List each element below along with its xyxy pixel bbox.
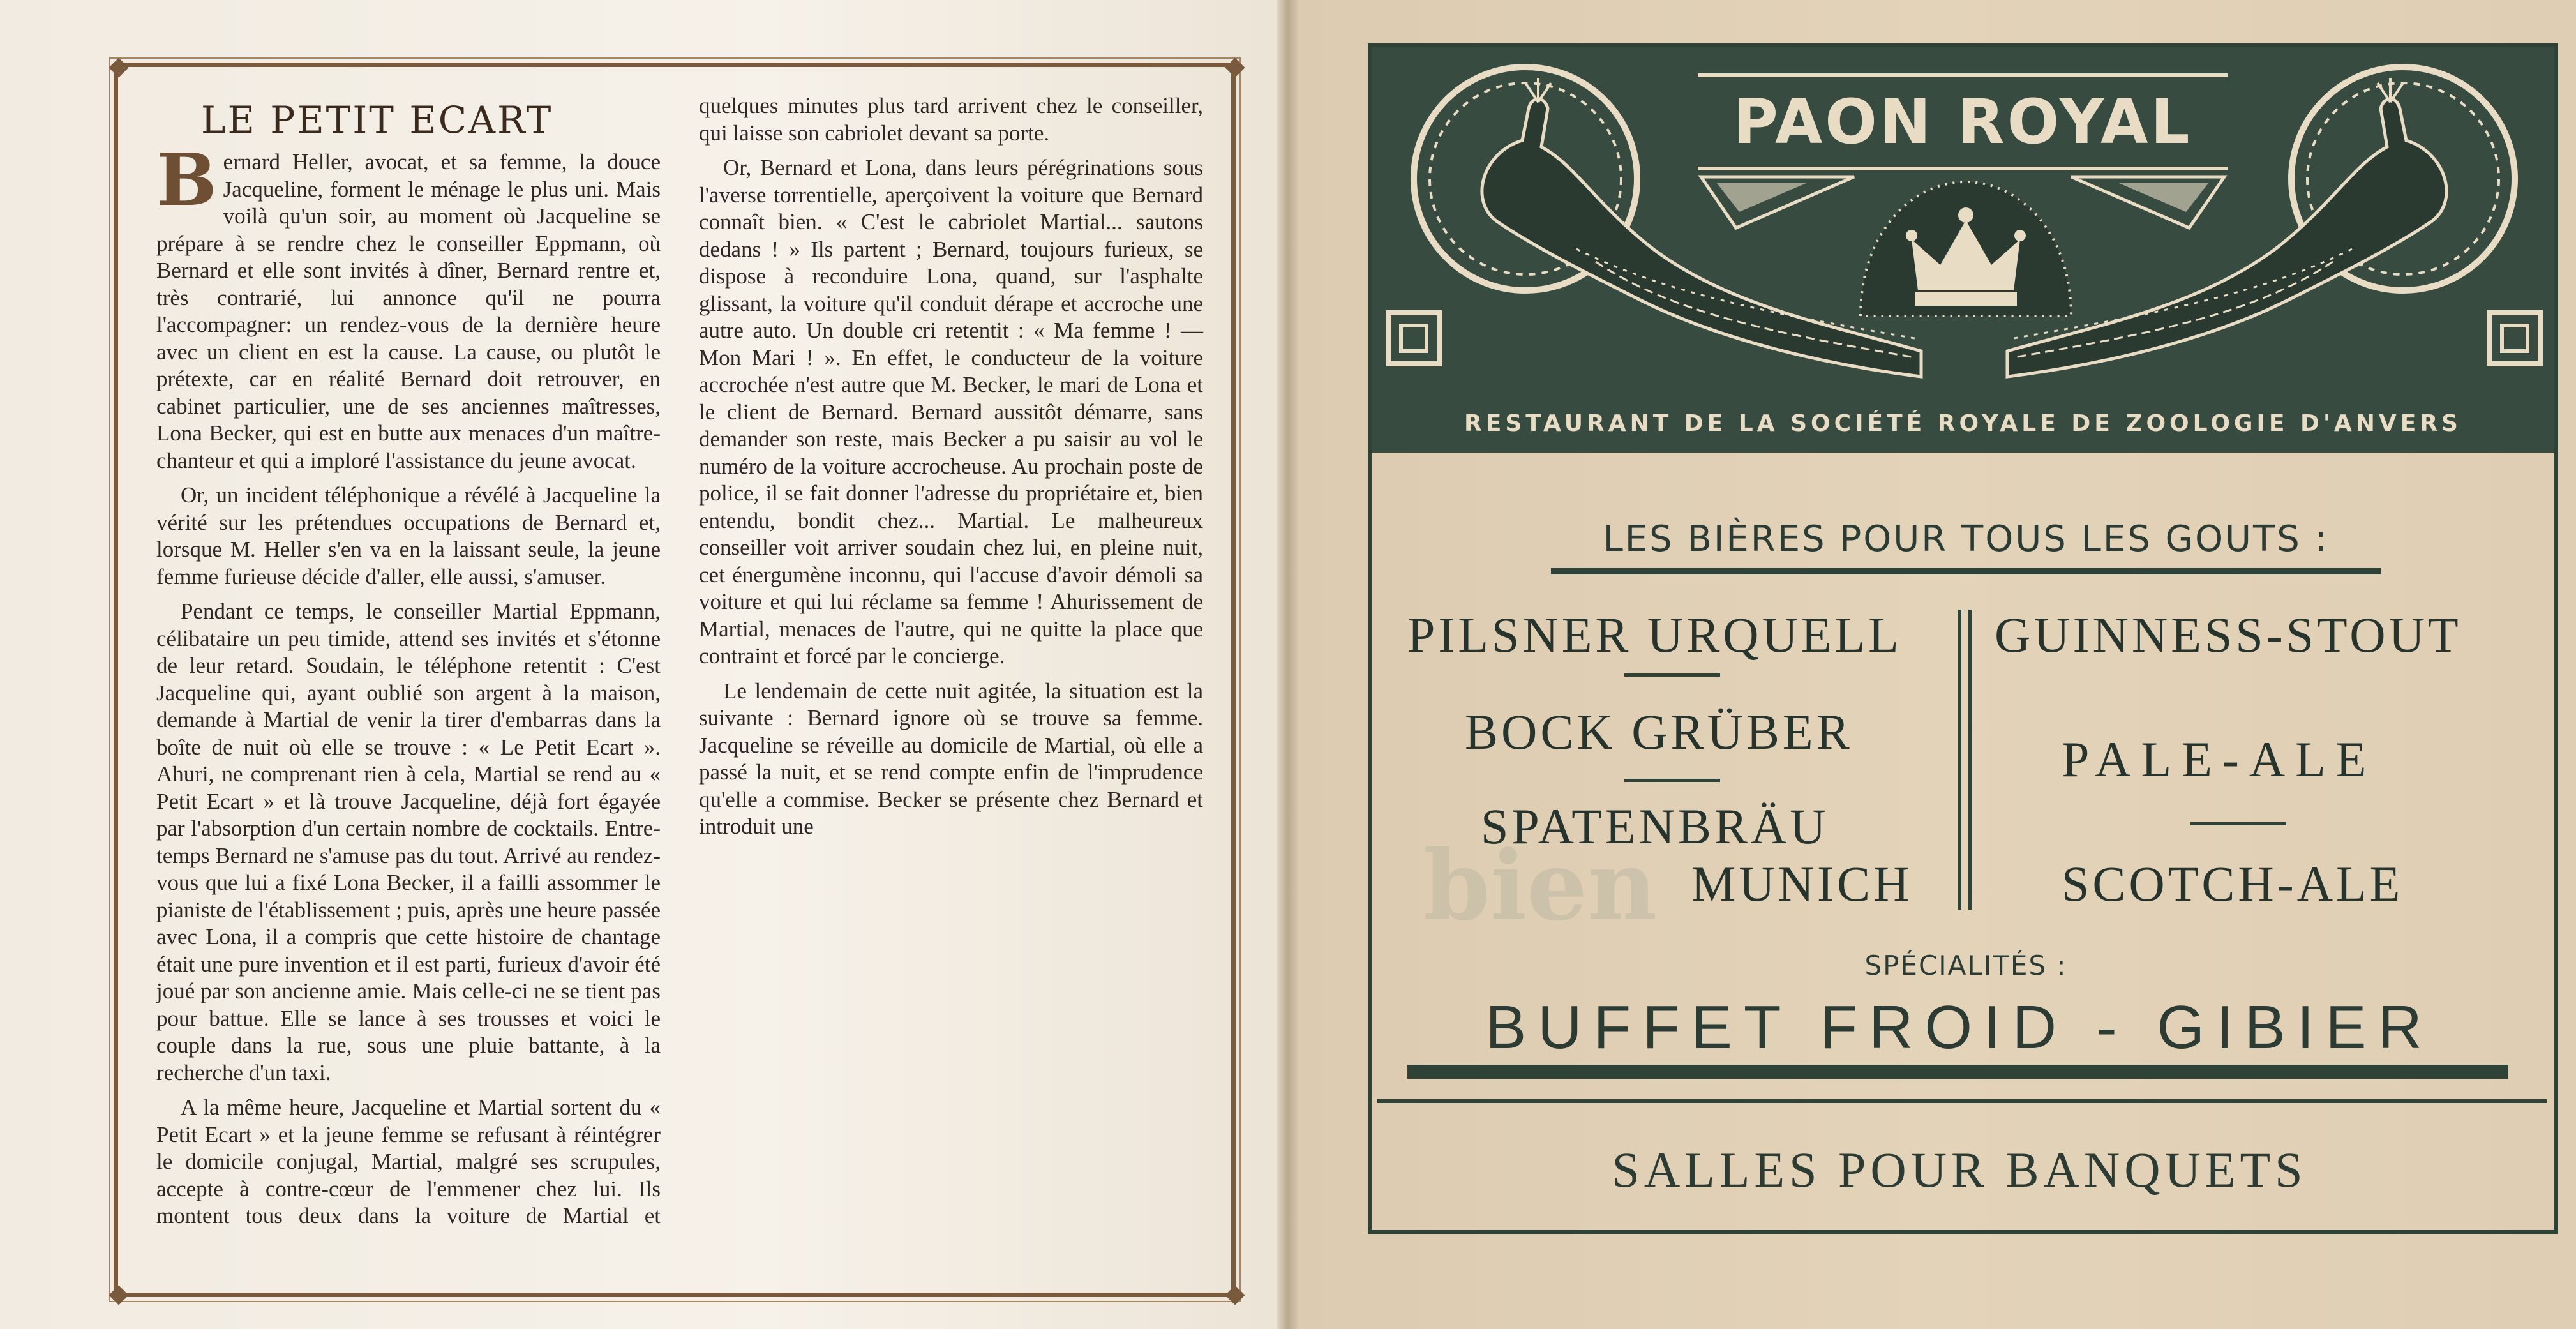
banner-subtitle: RESTAURANT DE LA SOCIÉTÉ ROYALE DE ZOOLOGIE D'ANVERS <box>1464 410 2462 437</box>
bleed-through-ghost: bien <box>1423 830 1658 942</box>
article-paragraph: A la même heure, Jacqueline et Martial sortent du « Petit Ecart » et la jeune femme se refusant à réintégrer le domicile conjugal, Martial, malgré ses scrupules, accepte à contre-cœur de l'emmener chez lui. Ils montent tous deux dans la voiture de Martial et quelques minutes plus tard arrivent chez le conseiller, qui laisse son cabriolet devant sa porte. <box>156 93 1203 1228</box>
article-paragraph: Pendant ce temps, le conseiller Martial Eppmann, célibataire un peu timide, attend ses invités et s'étonne de leur retard. Soudain, le téléphone retentit : C'est Jacqueline qui, ayant oublié son argent à la maison, demande à Martial de venir la tirer d'embarras dans la boîte de nuit où elle se trouve : « Le Petit Ecart ». Ahuri, ne comprenant rien à cela, Martial se rend au « Petit Ecart » et là trouve Jacqueline, déjà fort égayée par l'absorption d'un certain nombre de cocktails. Entre-temps Bernard ne s'amuse pas du tout. Arrivé au rendez-vous que lui a fixé Lona Becker, il a failli assommer le pianiste de l'établissement ; puis, après une heure passée avec Lona, il a compris que cette histoire de chantage était une pure invention et il est parti, furieux d'avoir été joué par son ancienne amie. Mais celle-ci ne se tient pas pour battue. Elle se lance à ses trousses et voici le couple dans la rue, sous une pluie battante, à la recherche d'un taxi. <box>156 599 661 1085</box>
drop-cap: B <box>156 139 217 222</box>
article-paragraph <box>156 139 661 474</box>
beer-heading: LES BIÈRES POUR TOUS LES GOUTS : <box>1551 511 2381 574</box>
beer-item: PALE-ALE <box>2062 732 2377 787</box>
crown-icon <box>1848 169 2084 329</box>
beer-item: BOCK GRÜBER <box>1465 704 1853 760</box>
banner-title: PAON ROYAL <box>1698 73 2228 170</box>
article-body <box>156 93 1203 1267</box>
specialites-label: SPÉCIALITÉS : <box>1864 950 2067 981</box>
divider <box>2190 822 2286 825</box>
beer-item: SCOTCH-ALE <box>2062 856 2404 912</box>
paragraph-text: ernard Heller, avocat, et sa femme, la douce Jacqueline, forment le ménage le plus uni. Mais voilà qu'un soir, au moment où Jacqueline se prépare à se rendre chez le conseiller Eppmann, où Bernard et elle sont invités à dîner, Bernard rentre et, très contrarié, lui annonce qu'il ne pourra l'accompagner: un rendez-vous de la dernière heure avec un client en est la cause. La cause, ou plutôt le prétexte, car en réalité Bernard doit retrouver, en cabinet particulier, une de ses anciennes maîtresses, Lona Becker, qui est en butte aux menaces d'un maître-chanteur et qui a imploré l'assistance du jeune avocat. <box>156 149 661 473</box>
divider <box>1624 673 1720 677</box>
article-paragraph: Or, Bernard et Lona, dans leurs pérégrinations sous l'averse torrentielle, aperçoivent la voiture que Bernard connaît bien. « C'est le cabriolet Martial... sautons dedans ! » Ils partent ; Bernard, toujours furieux, se dispose à reconduire Lona, quand, sur l'asphalte glissant, la voiture qu'il conduit dérape et accroche une autre auto. Un double cri retentit : « Ma femme ! — Mon Mari ! ». En effet, le conducteur de la voiture accrochée n'est autre que M. Becker, le mari de Lona et le client de Bernard. Bernard aussitôt démarre, sans demander son reste, mais Becker a pu saisir au vol le numéro de la voiture accrocheuse. Au prochain poste de police, il se fait donner l'adresse du propriétaire et, bien entendu, bondit chez... Martial. Le malheureux conseiller voit arriver soudain chez lui, en pleine nuit, cet énergumène inconnu, qui l'accuse d'avoir démoli sa voiture et qui lui réclame sa femme ! Ahurissement de Martial, menaces de l'autre, qui ne quitte la place que contraint et forcé par le concierge. <box>699 155 1203 668</box>
specialites-text: BUFFET FROID - GIBIER <box>1485 993 2434 1062</box>
beer-item: GUINNESS-STOUT <box>1995 607 2462 663</box>
divider <box>1624 779 1720 782</box>
banquet-text: SALLES POUR BANQUETS <box>1612 1142 2307 1198</box>
article-paragraph: Or, un incident téléphonique a révélé à Jacqueline la vérité sur les prétendues occupations de Bernard et, lorsque M. Heller s'en va en la laissant seule, la jeune femme furieuse décide d'aller, elle aussi, s'amuser. <box>156 483 661 589</box>
beer-item: SPATENBRÄU <box>1481 799 1829 854</box>
thin-rule <box>1377 1099 2547 1103</box>
thick-rule <box>1407 1065 2508 1079</box>
triangle-ornament-icon <box>1698 174 1857 231</box>
column-divider <box>1958 610 1961 910</box>
triangle-ornament-icon <box>2068 174 2228 231</box>
book-gutter <box>1277 0 1298 1329</box>
beer-item: PILSNER URQUELL <box>1407 607 1902 663</box>
article-title: LE PETIT ECART <box>201 98 553 142</box>
beer-item: MUNICH <box>1691 856 1913 912</box>
article-paragraph: Le lendemain de cette nuit agitée, la situation est la suivante : Bernard ignore où se trouve sa femme. Jacqueline se réveille au domicile de Martial, où elle a passé la nuit, et se rend compte enfin de l'imprudence qu'elle a commise. Becker se présente chez Bernard et introduit une <box>699 678 1203 839</box>
column-divider <box>1968 610 1972 910</box>
